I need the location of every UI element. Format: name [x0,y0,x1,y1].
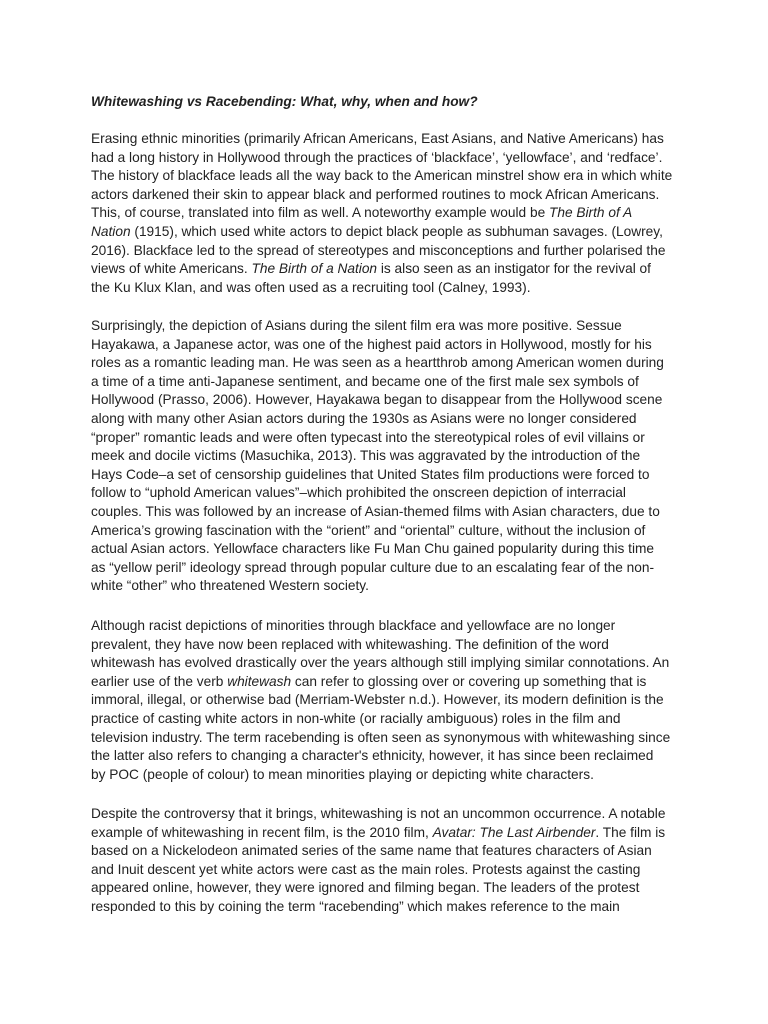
text-line [91,317,664,336]
text-run: responded to this by coining the term “racebending” which makes reference to the main [91,898,620,914]
text-run: views of white Americans. [91,261,252,277]
text-line [91,673,670,692]
text-run: actors darkened their skin to appear black and performed routines to mock African Americans. [91,186,660,202]
text-run: appeared online, however, they were ignored and filming began. The leaders of the protest [91,880,640,896]
text-run: actual Asian actors. Yellowface characters like Fu Man Chu gained popularity during this time [91,541,655,557]
text-line [91,805,665,824]
text-line [91,654,670,673]
text-line [91,540,664,559]
text-run: as “yellow peril” ideology spread through popular culture due to an escalating fear of the non- [91,559,655,575]
text-line [91,691,670,710]
paragraph-asian-silent-era [91,317,664,596]
text-line [91,729,670,748]
text-line [91,186,672,205]
text-run: roles as a romantic leading man. He was seen as a heartthrob among American women during [91,355,664,371]
text-line [91,636,670,655]
text-run: along with many other Asian actors during the 1930s as Asians were no longer considered [91,410,637,426]
text-run: This, of course, translated into film as well. A noteworthy example would be [91,205,549,221]
italic-text: Avatar: The Last Airbender [432,824,596,840]
italic-text: whitewash [227,673,292,689]
text-run: by POC (people of colour) to mean minorities playing or depicting white characters. [91,766,594,782]
text-line [91,522,664,541]
text-run: earlier use of the verb [91,673,228,689]
text-run: based on a Nickelodeon animated series of the same name that features characters of Asian [91,843,652,859]
text-line [91,747,670,766]
text-run: Hays Code–a set of censorship guidelines that United States film productions were forced to [91,466,650,482]
text-line [91,149,672,168]
text-line [91,279,672,298]
text-run: Hollywood (Prasso, 2006). However, Hayakawa began to disappear from the Hollywood scene [91,392,663,408]
italic-text: Nation [91,223,131,239]
text-run: Surprisingly, the depiction of Asians during the silent film era was more positive. Sessue [91,318,622,333]
text-run: white “other” who threatened Western society. [91,578,369,594]
text-run: follow to “uphold American values”–which prohibited the onscreen depiction of interracial [91,485,626,501]
text-line [91,167,672,186]
text-line [91,503,664,522]
italic-text: The Birth of a Nation [251,261,378,277]
text-line [91,842,665,861]
text-line [91,824,665,843]
text-line [91,617,670,636]
text-line [91,260,672,279]
text-run: whitewash has evolved drastically over the years although still implying similar connotations. An [91,655,670,671]
text-run: The history of blackface leads all the way back to the American minstrel show era in which white [91,168,673,184]
text-line [91,223,672,242]
document-title: Whitewashing vs Racebending: What, why, when and how? [91,94,478,109]
text-line [91,391,664,410]
text-line [91,766,670,785]
text-run: prevalent, they have now been replaced with whitewashing. The definition of the word [91,636,609,652]
text-line [91,429,664,448]
text-line [91,410,664,429]
text-line [91,204,672,223]
text-run: Hayakawa, a Japanese actor, was one of the highest paid actors in Hollywood, mostly for his [91,336,652,352]
text-line [91,447,664,466]
text-run: . The film is [595,824,666,840]
text-run: is also seen as an instigator for the revival of [377,261,651,277]
text-run: meek and docile victims (Masuchika, 2013). This was aggravated by the introduction of the [91,448,641,464]
text-line [91,354,664,373]
text-line [91,484,664,503]
text-run: the latter also refers to changing a character's ethnicity, however, it has since been reclaimed [91,748,654,764]
text-line [91,373,664,392]
text-line [91,130,672,149]
text-run: Although racist depictions of minorities through blackface and yellowface are no longer [91,618,616,633]
text-run: can refer to glossing over or covering up something that is [291,673,647,689]
text-run: example of whitewashing in recent film, is the 2010 film, [91,824,433,840]
text-run: had a long history in Hollywood through the practices of ‘blackface’, ‘yellowface’, and ‘redface’. [91,149,663,165]
text-run: “proper” romantic leads and were often typecast into the stereotypical roles of evil villains or [91,429,645,445]
text-line [91,879,665,898]
text-run: 2016). Blackface led to the spread of stereotypes and misconceptions and further polarised the [91,242,666,258]
text-line [91,559,664,578]
paragraph-whitewashing-definition [91,617,670,784]
text-line [91,242,672,261]
text-run: the Ku Klux Klan, and was often used as a recruiting tool (Calney, 1993). [91,279,531,295]
text-run: a time of a time anti-Japanese sentiment, and became one of the first male sex symbols of [91,373,639,389]
text-line [91,466,664,485]
text-line [91,336,664,355]
text-run: television industry. The term racebending is often seen as synonymous with whitewashing since [91,729,671,745]
text-line [91,861,665,880]
text-run: immoral, illegal, or otherwise bad (Merriam-Webster n.d.). However, its modern definition is the [91,692,664,708]
text-run: Erasing ethnic minorities (primarily African Americans, East Asians, and Native Americans) has [91,131,664,146]
text-line [91,898,665,917]
text-line [91,577,664,596]
paragraph-blackface-history [91,130,672,297]
text-run: Despite the controversy that it brings, whitewashing is not an uncommon occurrence. A notable [91,806,666,821]
text-run: and Inuit descent yet white actors were cast as the main roles. Protests against the casting [91,861,641,877]
italic-text: The Birth of A [549,205,633,221]
text-line [91,710,670,729]
text-run: practice of casting white actors in non-white (or racially ambiguous) roles in the film and [91,710,621,726]
text-run: (1915), which used white actors to depict black people as subhuman savages. (Lowrey, [130,223,663,239]
text-run: couples. This was followed by an increase of Asian-themed films with Asian characters, due to [91,503,660,519]
paragraph-avatar-example [91,805,665,917]
text-run: America’s growing fascination with the “orient” and “oriental” culture, without the inclusion of [91,522,646,538]
